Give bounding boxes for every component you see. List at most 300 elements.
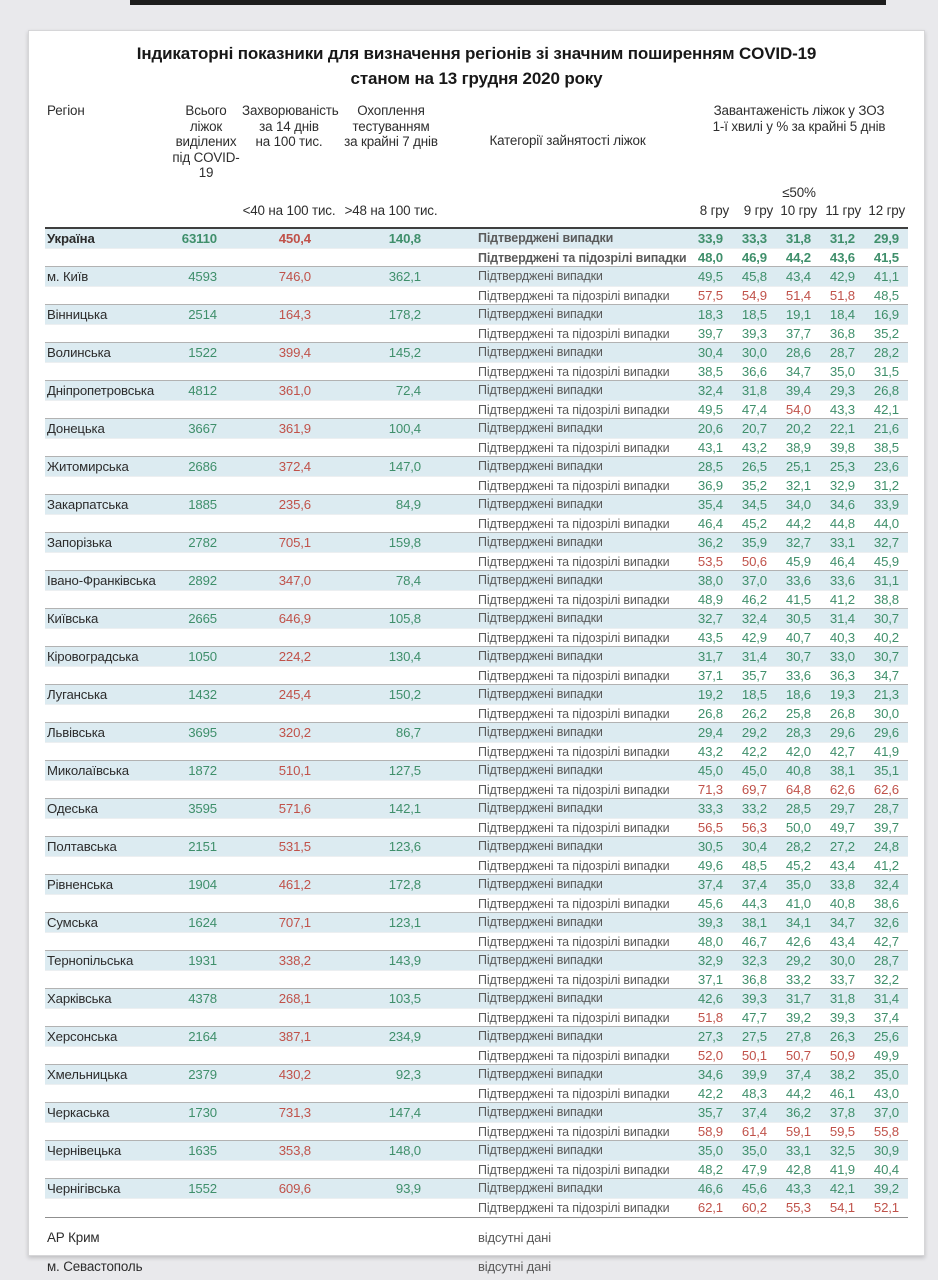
beds-value: 1635 xyxy=(188,1142,217,1158)
region-name: Дніпропетровська xyxy=(47,382,155,398)
occupancy-value: 19,2 xyxy=(697,686,723,702)
occupancy-value: 62,6 xyxy=(873,781,899,797)
occupancy-value: 32,3 xyxy=(741,952,767,968)
occupancy-value: 48,5 xyxy=(873,287,899,303)
occupancy-value: 29,2 xyxy=(785,952,811,968)
occupancy-value: 41,5 xyxy=(785,591,811,607)
occupancy-value: 45,2 xyxy=(785,857,811,873)
occupancy-value: 37,0 xyxy=(741,572,767,588)
occupancy-value: 30,5 xyxy=(785,610,811,626)
occupancy-value: 56,5 xyxy=(697,819,723,835)
incidence-value: 731,3 xyxy=(278,1104,311,1120)
occupancy-value: 34,7 xyxy=(785,363,811,379)
occupancy-value: 36,2 xyxy=(697,534,723,550)
occupancy-value: 29,2 xyxy=(741,724,767,740)
category-label-suspected: Підтверджені та підозрілі випадки xyxy=(478,1086,670,1101)
occupancy-value: 28,2 xyxy=(873,344,899,360)
occupancy-value: 48,0 xyxy=(697,933,723,949)
region-name: Івано-Франківська xyxy=(47,572,156,588)
occupancy-value: 43,0 xyxy=(873,1085,899,1101)
incidence-value: 338,2 xyxy=(278,952,311,968)
beds-value: 2514 xyxy=(188,306,217,322)
table-row xyxy=(45,685,908,704)
occupancy-value: 55,3 xyxy=(785,1199,811,1215)
occupancy-value: 47,9 xyxy=(741,1161,767,1177)
page-title xyxy=(45,41,908,91)
occupancy-value: 18,6 xyxy=(785,686,811,702)
region-block xyxy=(45,836,908,874)
category-label-confirmed: Підтверджені випадки xyxy=(478,1142,603,1157)
column-header-occupancy: Завантаженість ліжок у ЗОЗ 1-ї хвилі у % за крайні 5 днів xyxy=(712,103,886,134)
region-block xyxy=(45,418,908,456)
occupancy-value: 31,8 xyxy=(741,382,767,398)
occupancy-value: 31,2 xyxy=(829,230,855,246)
occupancy-value: 34,5 xyxy=(741,496,767,512)
incidence-value: 347,0 xyxy=(278,572,311,588)
category-label-suspected: Підтверджені та підозрілі випадки xyxy=(478,934,670,949)
table-row xyxy=(45,894,908,912)
occupancy-value: 42,2 xyxy=(741,743,767,759)
incidence-value: 387,1 xyxy=(278,1028,311,1044)
occupancy-value: 31,4 xyxy=(873,990,899,1006)
occupancy-value: 69,7 xyxy=(741,781,767,797)
occupancy-value: 26,8 xyxy=(829,705,855,721)
region-name: Полтавська xyxy=(47,838,117,854)
table-row xyxy=(45,609,908,628)
region-name: Вінницька xyxy=(47,306,108,322)
testing-value: 72,4 xyxy=(395,382,421,398)
occupancy-value: 38,2 xyxy=(829,1066,855,1082)
testing-value: 140,8 xyxy=(388,230,421,246)
category-label-confirmed: Підтверджені випадки xyxy=(478,1066,603,1081)
table-row xyxy=(45,552,908,570)
region-name: Миколаївська xyxy=(47,762,129,778)
beds-value: 2782 xyxy=(188,534,217,550)
region-name: Чернігівська xyxy=(47,1180,121,1196)
occupancy-value: 42,7 xyxy=(873,933,899,949)
occupancy-value: 49,5 xyxy=(697,401,723,417)
occupancy-value: 30,7 xyxy=(785,648,811,664)
occupancy-value: 30,4 xyxy=(741,838,767,854)
date-header: 9 гру xyxy=(743,202,773,218)
occupancy-value: 46,9 xyxy=(741,249,767,265)
title-line-2: станом на 13 грудня 2020 року xyxy=(350,69,603,88)
occupancy-value: 49,5 xyxy=(697,268,723,284)
category-label-confirmed: Підтверджені випадки xyxy=(478,686,603,701)
occupancy-value: 43,4 xyxy=(829,857,855,873)
occupancy-value: 45,6 xyxy=(741,1180,767,1196)
occupancy-value: 53,5 xyxy=(697,553,723,569)
occupancy-value: 55,8 xyxy=(873,1123,899,1139)
occupancy-value: 48,3 xyxy=(741,1085,767,1101)
occupancy-value: 32,4 xyxy=(697,382,723,398)
occupancy-value: 33,9 xyxy=(697,230,723,246)
beds-value: 2892 xyxy=(188,572,217,588)
occupancy-value: 31,8 xyxy=(785,230,811,246)
table-row xyxy=(45,305,908,324)
occupancy-value: 28,7 xyxy=(829,344,855,360)
beds-value: 4593 xyxy=(188,268,217,284)
occupancy-value: 21,6 xyxy=(873,420,899,436)
occupancy-value: 46,4 xyxy=(829,553,855,569)
table-row xyxy=(45,1008,908,1026)
occupancy-value: 37,7 xyxy=(785,325,811,341)
region-block xyxy=(45,988,908,1026)
occupancy-value: 35,7 xyxy=(697,1104,723,1120)
region-block xyxy=(45,456,908,494)
no-data-row xyxy=(45,1252,908,1280)
table-row xyxy=(45,1084,908,1102)
occupancy-value: 40,7 xyxy=(785,629,811,645)
category-label-suspected: Підтверджені та підозрілі випадки xyxy=(478,440,670,455)
occupancy-value: 29,9 xyxy=(873,230,899,246)
occupancy-value: 16,9 xyxy=(873,306,899,322)
table-row xyxy=(45,913,908,932)
occupancy-value: 31,1 xyxy=(873,572,899,588)
occupancy-value: 41,2 xyxy=(829,591,855,607)
category-label-confirmed: Підтверджені випадки xyxy=(478,724,603,739)
occupancy-value: 49,6 xyxy=(697,857,723,873)
region-name: АР Крим xyxy=(47,1229,100,1245)
occupancy-value: 39,3 xyxy=(741,325,767,341)
occupancy-value: 23,6 xyxy=(873,458,899,474)
occupancy-value: 31,2 xyxy=(873,477,899,493)
occupancy-value: 26,5 xyxy=(741,458,767,474)
beds-value: 2379 xyxy=(188,1066,217,1082)
region-name: Закарпатська xyxy=(47,496,129,512)
region-name: Тернопільська xyxy=(47,952,134,968)
beds-value: 1931 xyxy=(188,952,217,968)
occupancy-value: 42,0 xyxy=(785,743,811,759)
occupancy-value: 18,5 xyxy=(741,686,767,702)
region-name: Житомирська xyxy=(47,458,129,474)
occupancy-value: 30,7 xyxy=(873,610,899,626)
occupancy-value: 43,5 xyxy=(697,629,723,645)
occupancy-value: 33,1 xyxy=(785,1142,811,1158)
category-label-confirmed: Підтверджені випадки xyxy=(478,1180,603,1195)
testing-value: 103,5 xyxy=(388,990,421,1006)
testing-value: 93,9 xyxy=(395,1180,421,1196)
category-label-suspected: Підтверджені та підозрілі випадки xyxy=(478,668,670,683)
occupancy-value: 34,0 xyxy=(785,496,811,512)
region-block xyxy=(45,912,908,950)
region-block xyxy=(45,684,908,722)
occupancy-value: 33,6 xyxy=(785,572,811,588)
column-header-incidence: Захворюваність за 14 днів на 100 тис. xyxy=(242,103,339,149)
table-row xyxy=(45,248,908,266)
region-name: м. Севастополь xyxy=(47,1258,143,1274)
occupancy-value: 32,9 xyxy=(697,952,723,968)
occupancy-value: 42,1 xyxy=(829,1180,855,1196)
table-row xyxy=(45,514,908,532)
occupancy-value: 45,8 xyxy=(741,268,767,284)
occupancy-value: 59,1 xyxy=(785,1123,811,1139)
occupancy-value: 25,3 xyxy=(829,458,855,474)
occupancy-value: 25,8 xyxy=(785,705,811,721)
occupancy-value: 28,5 xyxy=(785,800,811,816)
table-row xyxy=(45,951,908,970)
occupancy-value: 54,1 xyxy=(829,1199,855,1215)
category-label-suspected: Підтверджені та підозрілі випадки xyxy=(478,1200,670,1215)
testing-value: 143,9 xyxy=(388,952,421,968)
table-row xyxy=(45,1065,908,1084)
table-row xyxy=(45,704,908,722)
region-block xyxy=(45,1140,908,1178)
category-label-confirmed: Підтверджені випадки xyxy=(478,306,603,321)
table-row xyxy=(45,381,908,400)
testing-value: 123,6 xyxy=(388,838,421,854)
table-row xyxy=(45,1046,908,1064)
occupancy-value: 48,2 xyxy=(697,1161,723,1177)
incidence-value: 609,6 xyxy=(278,1180,311,1196)
region-name: Сумська xyxy=(47,914,98,930)
table-row xyxy=(45,1141,908,1160)
occupancy-value: 25,6 xyxy=(873,1028,899,1044)
incidence-value: 268,1 xyxy=(278,990,311,1006)
testing-value: 148,0 xyxy=(388,1142,421,1158)
incidence-value: 399,4 xyxy=(278,344,311,360)
category-label-suspected: Підтверджені та підозрілі випадки xyxy=(478,326,670,341)
occupancy-value: 36,8 xyxy=(741,971,767,987)
category-label-confirmed: Підтверджені випадки xyxy=(478,648,603,663)
table-row xyxy=(45,1122,908,1140)
incidence-value: 461,2 xyxy=(278,876,311,892)
occupancy-value: 41,0 xyxy=(785,895,811,911)
occupancy-value: 20,6 xyxy=(697,420,723,436)
occupancy-value: 32,9 xyxy=(829,477,855,493)
occupancy-value: 52,1 xyxy=(873,1199,899,1215)
occupancy-value: 42,8 xyxy=(785,1161,811,1177)
category-label-confirmed: Підтверджені випадки xyxy=(478,800,603,815)
region-name: Черкаська xyxy=(47,1104,110,1120)
occupancy-value: 42,2 xyxy=(697,1085,723,1101)
occupancy-value: 25,1 xyxy=(785,458,811,474)
table-row xyxy=(45,476,908,494)
occupancy-value: 48,9 xyxy=(697,591,723,607)
occupancy-value: 32,7 xyxy=(785,534,811,550)
testing-value: 178,2 xyxy=(388,306,421,322)
category-label-suspected: Підтверджені та підозрілі випадки xyxy=(478,288,670,303)
occupancy-value: 58,9 xyxy=(697,1123,723,1139)
occupancy-value: 57,5 xyxy=(697,287,723,303)
occupancy-value: 46,1 xyxy=(829,1085,855,1101)
region-block xyxy=(45,304,908,342)
region-block xyxy=(45,266,908,304)
table-row xyxy=(45,400,908,418)
occupancy-value: 32,4 xyxy=(873,876,899,892)
table-row xyxy=(45,1027,908,1046)
testing-value: 100,4 xyxy=(388,420,421,436)
occupancy-value: 34,7 xyxy=(873,667,899,683)
occupancy-value: 33,0 xyxy=(829,648,855,664)
testing-value: 127,5 xyxy=(388,762,421,778)
category-label-suspected: Підтверджені та підозрілі випадки xyxy=(478,706,670,721)
occupancy-value: 71,3 xyxy=(697,781,723,797)
occupancy-value: 40,8 xyxy=(829,895,855,911)
occupancy-value: 37,4 xyxy=(785,1066,811,1082)
testing-value: 159,8 xyxy=(388,534,421,550)
occupancy-value: 19,1 xyxy=(785,306,811,322)
category-label-confirmed: Підтверджені випадки xyxy=(478,1104,603,1119)
occupancy-value: 32,7 xyxy=(873,534,899,550)
occupancy-value: 39,2 xyxy=(873,1180,899,1196)
testing-value: 92,3 xyxy=(395,1066,421,1082)
occupancy-value: 32,1 xyxy=(785,477,811,493)
occupancy-value: 54,0 xyxy=(785,401,811,417)
occupancy-value: 43,2 xyxy=(697,743,723,759)
occupancy-value: 37,1 xyxy=(697,971,723,987)
category-label-confirmed: Підтверджені випадки xyxy=(478,914,603,929)
region-name: Рівненська xyxy=(47,876,113,892)
category-label-confirmed: Підтверджені випадки xyxy=(478,496,603,511)
occupancy-value: 36,9 xyxy=(697,477,723,493)
testing-value: 86,7 xyxy=(395,724,421,740)
region-name: Київська xyxy=(47,610,99,626)
region-block xyxy=(45,532,908,570)
occupancy-value: 35,0 xyxy=(741,1142,767,1158)
occupancy-value: 42,9 xyxy=(741,629,767,645)
occupancy-value: 32,7 xyxy=(697,610,723,626)
occupancy-value: 41,1 xyxy=(873,268,899,284)
occupancy-value: 35,7 xyxy=(741,667,767,683)
occupancy-value: 37,1 xyxy=(697,667,723,683)
title-line-1: Індикаторні показники для визначення регіонів зі значним поширенням COVID-19 xyxy=(136,44,817,63)
occupancy-value: 50,6 xyxy=(741,553,767,569)
table-row xyxy=(45,932,908,950)
region-block xyxy=(45,380,908,418)
category-label-confirmed: Підтверджені випадки xyxy=(478,572,603,587)
occupancy-value: 61,4 xyxy=(741,1123,767,1139)
testing-value: 130,4 xyxy=(388,648,421,664)
beds-value: 1624 xyxy=(188,914,217,930)
occupancy-value: 43,1 xyxy=(697,439,723,455)
occupancy-value: 45,0 xyxy=(741,762,767,778)
category-label-suspected: Підтверджені та підозрілі випадки xyxy=(478,516,670,531)
category-label-confirmed: Підтверджені випадки xyxy=(478,420,603,435)
table-row xyxy=(45,799,908,818)
occupancy-value: 38,5 xyxy=(697,363,723,379)
category-label-suspected: Підтверджені та підозрілі випадки xyxy=(478,820,670,835)
category-label-confirmed: Підтверджені випадки xyxy=(478,952,603,967)
column-header-category: Категорії зайнятості ліжок xyxy=(489,133,646,148)
category-label-suspected: Підтверджені та підозрілі випадки xyxy=(478,744,670,759)
incidence-value: 353,8 xyxy=(278,1142,311,1158)
incidence-value: 646,9 xyxy=(278,610,311,626)
occupancy-value: 32,2 xyxy=(873,971,899,987)
beds-value: 2665 xyxy=(188,610,217,626)
table-row xyxy=(45,761,908,780)
occupancy-value: 30,0 xyxy=(873,705,899,721)
table-row xyxy=(45,267,908,286)
occupancy-value: 39,8 xyxy=(829,439,855,455)
region-block xyxy=(45,874,908,912)
occupancy-value: 40,4 xyxy=(873,1161,899,1177)
occupancy-value: 39,3 xyxy=(829,1009,855,1025)
occupancy-value: 44,2 xyxy=(785,515,811,531)
occupancy-value: 43,4 xyxy=(785,268,811,284)
beds-value: 63110 xyxy=(181,230,217,246)
table-row xyxy=(45,590,908,608)
incidence-value: 430,2 xyxy=(278,1066,311,1082)
category-label-confirmed: Підтверджені випадки xyxy=(478,534,603,549)
beds-value: 1872 xyxy=(188,762,217,778)
testing-value: 145,2 xyxy=(388,344,421,360)
occupancy-value: 51,8 xyxy=(829,287,855,303)
occupancy-value: 30,9 xyxy=(873,1142,899,1158)
occupancy-value: 35,2 xyxy=(873,325,899,341)
category-label-suspected: Підтверджені та підозрілі випадки xyxy=(478,1010,670,1025)
occupancy-value: 33,3 xyxy=(741,230,767,246)
incidence-value: 707,1 xyxy=(278,914,311,930)
no-data-label: відсутні дані xyxy=(478,1229,551,1245)
incidence-value: 224,2 xyxy=(278,648,311,664)
occupancy-value: 39,9 xyxy=(741,1066,767,1082)
occupancy-value: 41,9 xyxy=(873,743,899,759)
table-row xyxy=(45,666,908,684)
occupancy-value: 37,4 xyxy=(697,876,723,892)
table-row xyxy=(45,723,908,742)
testing-value: 362,1 xyxy=(388,268,421,284)
occupancy-value: 35,0 xyxy=(697,1142,723,1158)
occupancy-value: 34,7 xyxy=(829,914,855,930)
occupancy-value: 43,4 xyxy=(829,933,855,949)
beds-value: 1050 xyxy=(188,648,217,664)
category-label-confirmed: Підтверджені випадки xyxy=(478,268,603,283)
occupancy-value: 46,2 xyxy=(741,591,767,607)
table-row xyxy=(45,362,908,380)
occupancy-value: 35,1 xyxy=(873,762,899,778)
beds-value: 1522 xyxy=(188,344,217,360)
region-block xyxy=(45,1026,908,1064)
region-name: Запорізька xyxy=(47,534,112,550)
occupancy-value: 26,8 xyxy=(873,382,899,398)
region-block xyxy=(45,1102,908,1140)
occupancy-value: 42,1 xyxy=(873,401,899,417)
occupancy-value: 64,8 xyxy=(785,781,811,797)
table-row xyxy=(45,856,908,874)
table-row xyxy=(45,1103,908,1122)
category-label-suspected: Підтверджені та підозрілі випадки xyxy=(478,972,670,987)
beds-value: 4378 xyxy=(188,990,217,1006)
category-label-confirmed: Підтверджені випадки xyxy=(478,762,603,777)
occupancy-value: 40,2 xyxy=(873,629,899,645)
occupancy-value: 32,5 xyxy=(829,1142,855,1158)
occupancy-value: 38,1 xyxy=(829,762,855,778)
region-block xyxy=(45,950,908,988)
occupancy-value: 50,7 xyxy=(785,1047,811,1063)
beds-value: 4812 xyxy=(188,382,217,398)
incidence-value: 361,0 xyxy=(278,382,311,398)
occupancy-value: 45,9 xyxy=(873,553,899,569)
category-label-confirmed: Підтверджені випадки xyxy=(478,458,603,473)
occupancy-value: 42,9 xyxy=(829,268,855,284)
table-row xyxy=(45,1198,908,1216)
occupancy-value: 20,7 xyxy=(741,420,767,436)
category-label-confirmed: Підтверджені випадки xyxy=(478,838,603,853)
occupancy-value: 28,7 xyxy=(873,952,899,968)
occupancy-value: 43,2 xyxy=(741,439,767,455)
region-name: м. Київ xyxy=(47,268,89,284)
region-name: Львівська xyxy=(47,724,105,740)
occupancy-value: 30,5 xyxy=(697,838,723,854)
category-label-suspected: Підтверджені та підозрілі випадки xyxy=(478,896,670,911)
occupancy-value: 39,2 xyxy=(785,1009,811,1025)
occupancy-value: 45,6 xyxy=(697,895,723,911)
table-row xyxy=(45,1160,908,1178)
occupancy-value: 38,6 xyxy=(873,895,899,911)
occupancy-value: 37,4 xyxy=(741,876,767,892)
beds-value: 2151 xyxy=(188,838,217,854)
